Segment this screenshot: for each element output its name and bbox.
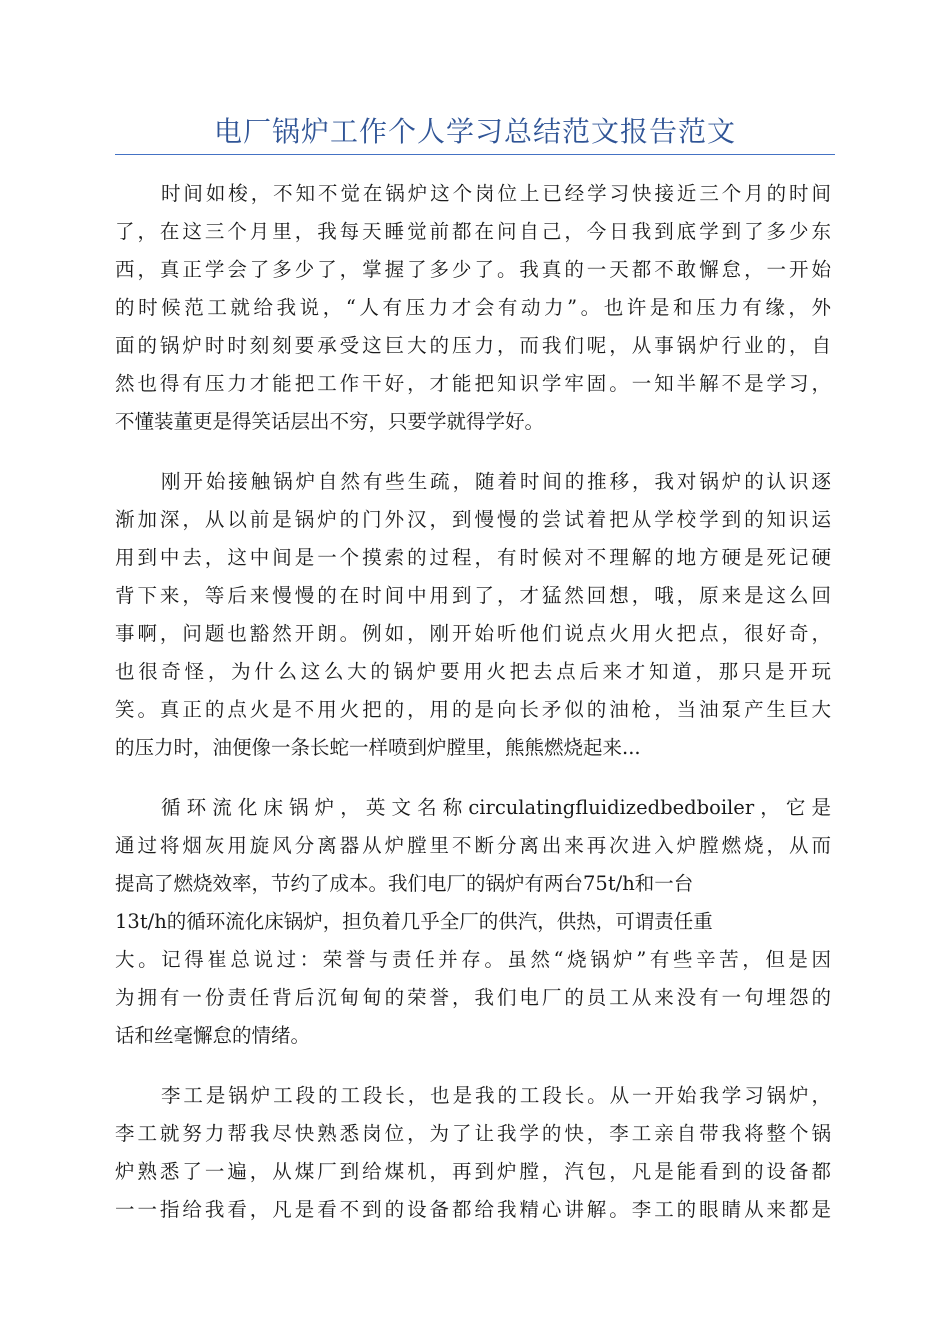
paragraph-2 — [115, 463, 831, 767]
paragraph-line: 西，真正学会了多少了，掌握了多少了。我真的一天都不敢懈怠，一开始 — [115, 258, 831, 281]
paragraph-line: 一一指给我看，凡是看不到的设备都给我精心讲解。李工的眼睛从来都是 — [115, 1198, 831, 1221]
paragraph-line: 话和丝毫懈怠的情绪。 — [115, 1024, 311, 1047]
paragraph-line: 通过将烟灰用旋风分离器从炉膛里不断分离出来再次进入炉膛燃烧，从而 — [115, 834, 831, 857]
title-underline — [115, 154, 835, 155]
paragraph-4 — [115, 1077, 831, 1229]
paragraph-1 — [115, 175, 831, 441]
paragraph-line: 炉熟悉了一遍，从煤厂到给煤机，再到炉膛，汽包，凡是能看到的设备都 — [115, 1160, 831, 1183]
paragraph-line: 事啊，问题也豁然开朗。例如，刚开始听他们说点火用火把点，很好奇， — [115, 622, 831, 645]
paragraph-line: 然也得有压力才能把工作干好，才能把知识学牢固。一知半解不是学习， — [115, 372, 831, 395]
document-title: 电厂锅炉工作个人学习总结范文报告范文 — [213, 115, 736, 148]
paragraph-line: 循环流化床锅炉，英文名称circulatingfluidizedbedboiler，它是 — [161, 796, 831, 819]
paragraph-line: 也很奇怪，为什么这么大的锅炉要用火把去点后来才知道，那只是开玩 — [115, 660, 831, 683]
paragraph-line: 了，在这三个月里，我每天睡觉前都在问自己，今日我到底学到了多少东 — [115, 220, 831, 243]
paragraph-line: 的压力时，油便像一条长蛇一样喷到炉膛里，熊熊燃烧起来... — [115, 736, 641, 759]
paragraph-line: 渐加深，从以前是锅炉的门外汉，到慢慢的尝试着把从学校学到的知识运 — [115, 508, 831, 531]
paragraph-line: 大。记得崔总说过：荣誉与责任并存。虽然“烧锅炉”有些辛苦，但是因 — [115, 948, 831, 971]
paragraph-line: 为拥有一份责任背后沉甸甸的荣誉，我们电厂的员工从来没有一句埋怨的 — [115, 986, 831, 1009]
paragraph-line: 的时候范工就给我说，“人有压力才会有动力”。也许是和压力有缘，外 — [115, 296, 831, 319]
paragraph-line: 笑。真正的点火是不用火把的，用的是向长矛似的油枪，当油泵产生巨大 — [115, 698, 831, 721]
paragraph-line: 用到中去，这中间是一个摸索的过程，有时候对不理解的地方硬是死记硬 — [115, 546, 831, 569]
paragraph-line: 李工是锅炉工段的工段长，也是我的工段长。从一开始我学习锅炉， — [161, 1084, 831, 1107]
paragraph-line: 面的锅炉时时刻刻要承受这巨大的压力，而我们呢，从事锅炉行业的，自 — [115, 334, 831, 357]
paragraph-line: 李工就努力帮我尽快熟悉岗位，为了让我学的快，李工亲自带我将整个锅 — [115, 1122, 831, 1145]
paragraph-line: 背下来，等后来慢慢的在时间中用到了，才猛然回想，哦，原来是这么回 — [115, 584, 831, 607]
paragraph-line: 时间如梭，不知不觉在锅炉这个岗位上已经学习快接近三个月的时间 — [161, 182, 831, 205]
paragraph-line: 不懂装董更是得笑话层出不穷，只要学就得学好。 — [115, 410, 545, 433]
paragraph-line: 提高了燃烧效率，节约了成本。我们电厂的锅炉有两台75t/h和一台 — [115, 872, 694, 895]
paragraph-line: 刚开始接触锅炉自然有些生疏，随着时间的推移，我对锅炉的认识逐 — [161, 470, 831, 493]
paragraph-line: 13t/h的循环流化床锅炉，担负着几乎全厂的供汽，供热，可谓责任重 — [115, 910, 713, 933]
document-body — [115, 175, 831, 1251]
paragraph-3 — [115, 789, 831, 1055]
